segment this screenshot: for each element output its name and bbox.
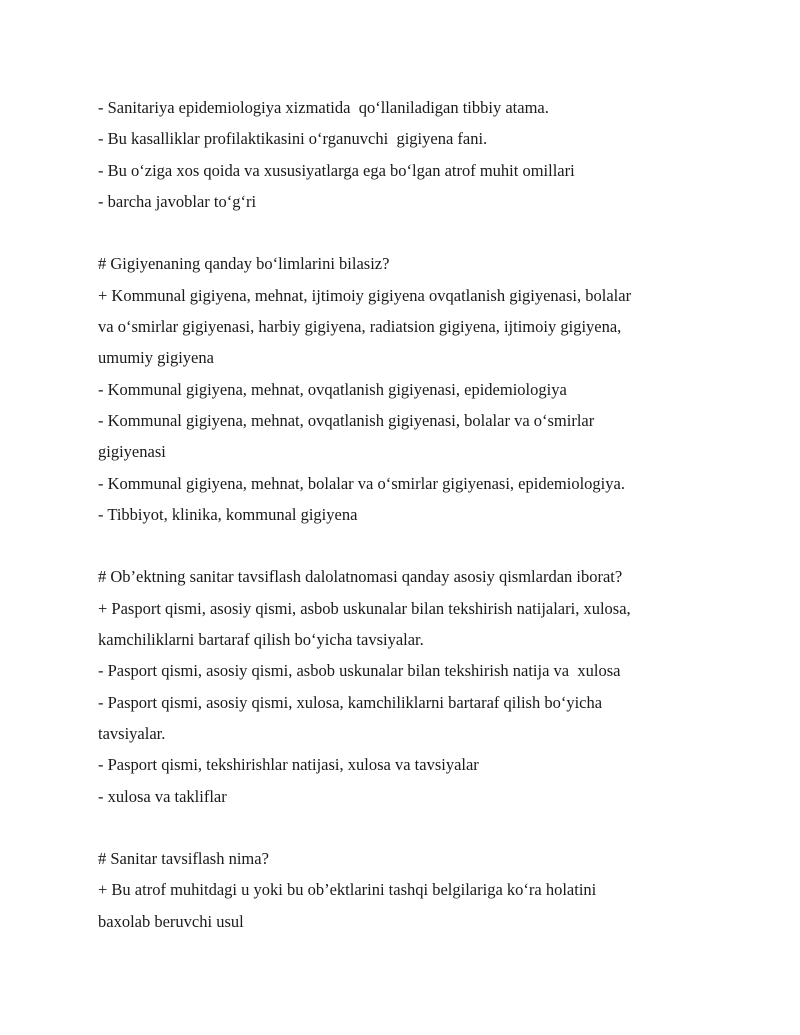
text-line: + Bu atrof muhitdagi u yoki bu ob’ektlarini tashqi belgilariga ko‘ra holatini: [98, 880, 597, 900]
text-line: umumiy gigiyena: [98, 348, 214, 368]
text-line: - Kommunal gigiyena, mehnat, ovqatlanish gigiyenasi, epidemiologiya: [98, 379, 567, 399]
text-line: va o‘smirlar gigiyenasi, harbiy gigiyena, radiatsion gigiyena, ijtimoiy gigiyena,: [98, 317, 622, 337]
blank-line: [98, 217, 718, 248]
text-line: gigiyenasi: [98, 442, 166, 462]
document-text-body: [98, 92, 718, 937]
text-line: + Pasport qismi, asosiy qismi, asbob uskunalar bilan tekshirish natijalari, xulosa,: [98, 598, 631, 618]
text-line: - Pasport qismi, asosiy qismi, asbob uskunalar bilan tekshirish natija va xulosa: [98, 661, 621, 681]
text-line: - Kommunal gigiyena, mehnat, ovqatlanish gigiyenasi, bolalar va o‘smirlar: [98, 410, 595, 430]
text-line: - Kommunal gigiyena, mehnat, bolalar va o‘smirlar gigiyenasi, epidemiologiya.: [98, 473, 625, 493]
blank-line: [98, 530, 718, 561]
text-line: - xulosa va takliflar: [98, 786, 227, 806]
question-heading: # Sanitar tavsiflash nima?: [98, 849, 269, 869]
text-line: - Pasport qismi, asosiy qismi, xulosa, kamchiliklarni bartaraf qilish bo‘yicha: [98, 692, 603, 712]
text-line: - Tibbiyot, klinika, kommunal gigiyena: [98, 504, 358, 524]
text-line: kamchiliklarni bartaraf qilish bo‘yicha tavsiyalar.: [98, 630, 424, 650]
text-line: - barcha javoblar to‘g‘ri: [98, 191, 257, 211]
text-line: - Bu o‘ziga xos qoida va xususiyatlarga ega bo‘lgan atrof muhit omillari: [98, 160, 575, 180]
question-heading: # Gigiyenaning qanday bo‘limlarini bilasiz?: [98, 254, 390, 274]
question-heading: # Ob’ektning sanitar tavsiflash dalolatnomasi qanday asosiy qismlardan iborat?: [98, 567, 623, 587]
text-line: tavsiyalar.: [98, 723, 166, 743]
text-line: - Pasport qismi, tekshirishlar natijasi, xulosa va tavsiyalar: [98, 755, 479, 775]
blank-line: [98, 812, 718, 843]
text-line: baxolab beruvchi usul: [98, 911, 244, 931]
text-line: - Bu kasalliklar profilaktikasini o‘rganuvchi gigiyena fani.: [98, 129, 488, 149]
text-line: + Kommunal gigiyena, mehnat, ijtimoiy gigiyena ovqatlanish gigiyenasi, bolalar: [98, 285, 632, 305]
text-line: - Sanitariya epidemiologiya xizmatida qo‘llaniladigan tibbiy atama.: [98, 98, 549, 117]
